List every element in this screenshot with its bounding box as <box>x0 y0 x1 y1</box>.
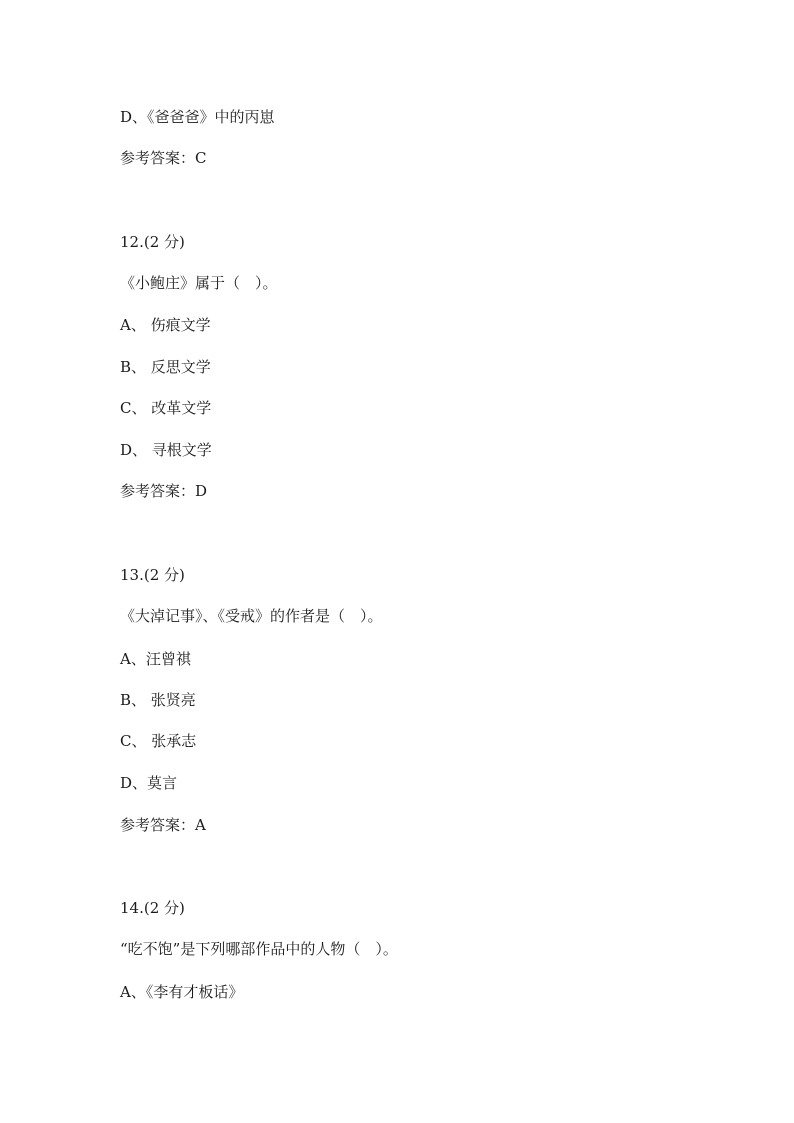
q12-option-c: C、 改革文学 <box>120 399 212 417</box>
q12-stem: 《小鲍庄》属于（ ）。 <box>120 274 278 292</box>
q12-option-a: A、 伤痕文学 <box>120 316 211 334</box>
q13-option-c: C、 张承志 <box>120 732 197 750</box>
q13-stem: 《大淖记事》、《受戒》的作者是（ ）。 <box>120 607 383 625</box>
q13-option-b: B、 张贤亮 <box>120 691 196 709</box>
q13-option-a: A、汪曾祺 <box>120 650 191 668</box>
q12-option-d: D、 寻根文学 <box>120 441 212 459</box>
q12-number: 12.(2 分) <box>120 233 185 251</box>
q14-number: 14.(2 分) <box>120 899 185 917</box>
q14-option-a: A、《李有才板话》 <box>120 983 244 1001</box>
q11-answer: 参考答案：C <box>120 149 207 167</box>
q11-option-d: D、《爸爸爸》中的丙崽 <box>120 108 275 126</box>
q13-option-d: D、莫言 <box>120 774 178 792</box>
q13-answer: 参考答案：A <box>120 816 206 834</box>
q12-option-b: B、 反思文学 <box>120 358 211 376</box>
q12-answer: 参考答案：D <box>120 482 208 500</box>
q14-stem: “吃不饱”是下列哪部作品中的人物（ ）。 <box>120 940 398 958</box>
q13-number: 13.(2 分) <box>120 566 185 584</box>
